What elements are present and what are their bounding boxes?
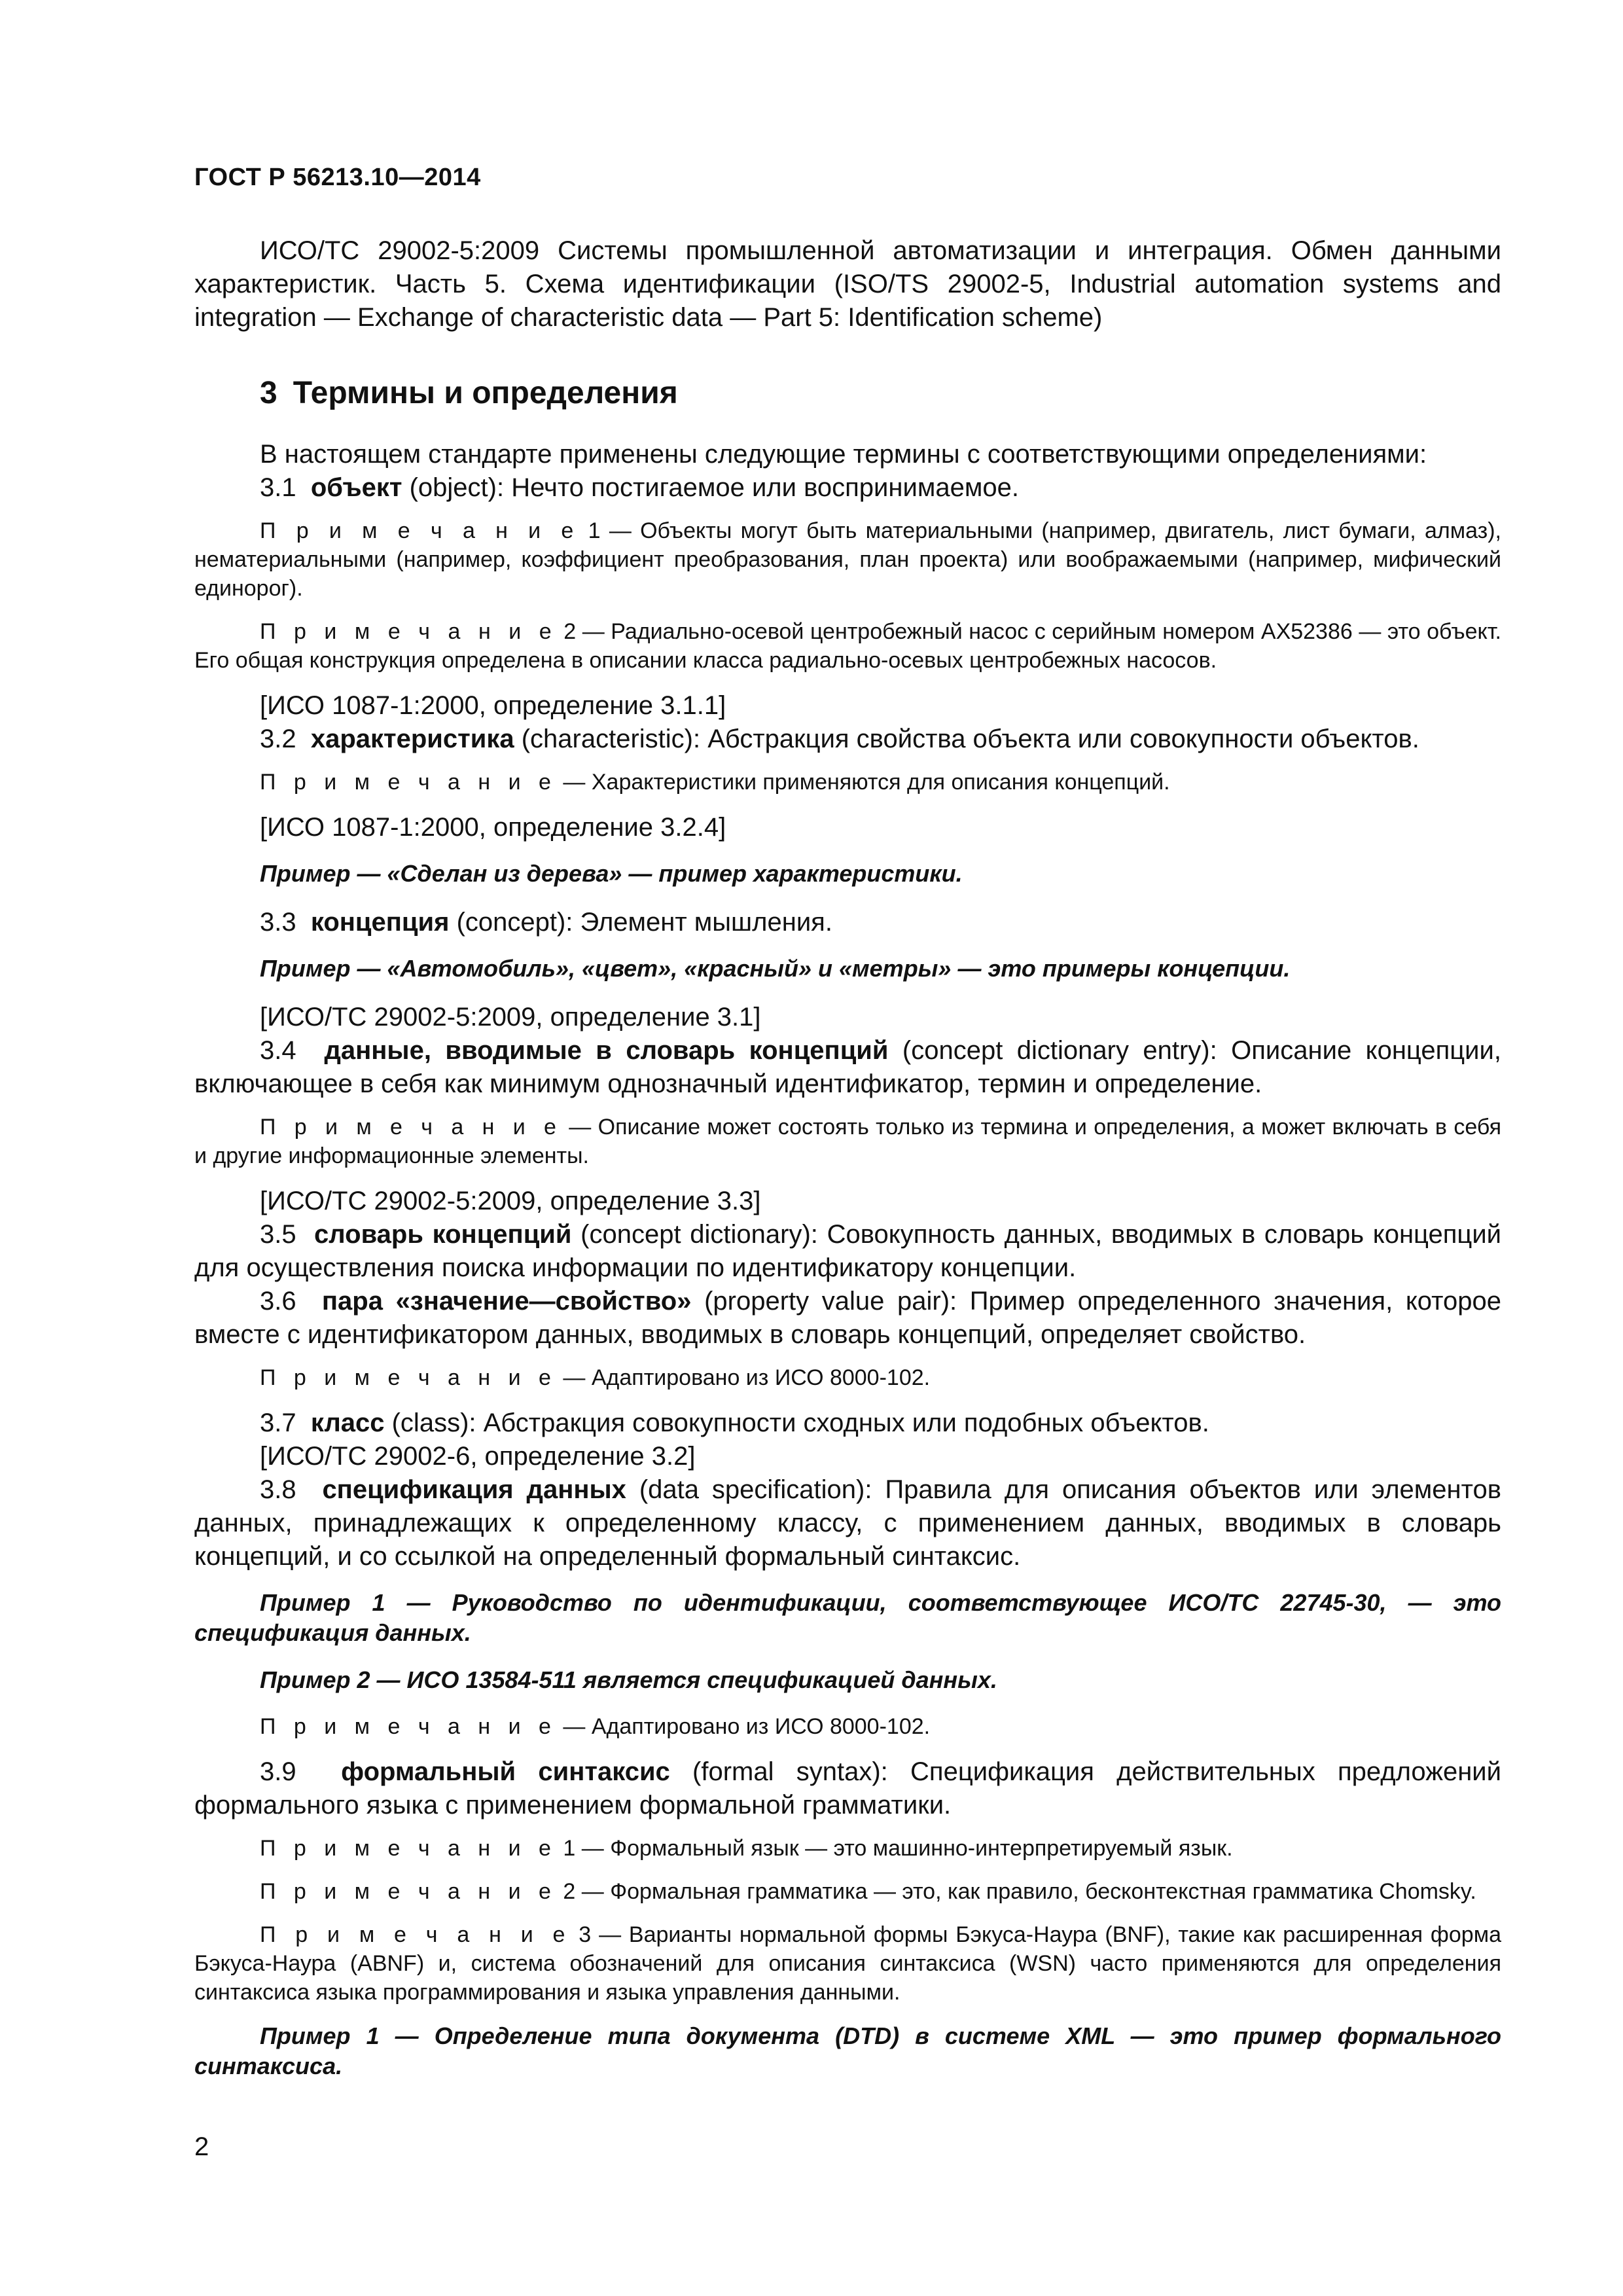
note-text: — Объекты могут быть материальными (например, двигатель, лист бумаги, алмаз), нематериальными (например, коэффициент преобразования, план проекта) или воображаемыми (например, мифический единорог). [194, 518, 1502, 601]
term-number: 3.3 [260, 908, 296, 937]
page-number: 2 [194, 2132, 209, 2161]
note-text: — Характеристики применяются для описания концепций. [563, 770, 1170, 795]
section-number: 3 [260, 376, 277, 410]
term-name: формальный синтаксис [341, 1757, 670, 1786]
source-ref-3-2: [ИСО 1087-1:2000, определение 3.2.4] [260, 813, 726, 842]
term-number: 3.4 [260, 1036, 296, 1065]
term-definition: (characteristic): Абстракция свойства объекта или совокупности объектов. [514, 725, 1419, 753]
term-name: словарь концепций [314, 1220, 572, 1249]
term-number: 3.5 [260, 1220, 296, 1249]
term-3-9 [194, 1755, 1501, 1822]
term-number: 3.6 [260, 1287, 296, 1316]
normative-reference-entry: ИСО/ТС 29002-5:2009 Системы промышленной автоматизации и интеграция. Обмен данными характеристик. Часть 5. Схема идентификации (ISO/TS 29002-5, Industrial automation systems and integration — Exchange of characteristic data — Part 5: Identification scheme) [194, 236, 1501, 332]
term-3-8 [194, 1473, 1501, 1573]
source-ref-3-1: [ИСО 1087-1:2000, определение 3.1.1] [260, 691, 726, 720]
note-3-1-2 [194, 617, 1501, 675]
note-3-8 [194, 1712, 1501, 1741]
term-definition: (class): Абстракция совокупности сходных или подобных объектов. [384, 1408, 1209, 1437]
note-text: — Адаптировано из ИСО 8000-102. [563, 1714, 931, 1739]
term-definition: (object): Нечто постигаемое или воспринимаемое. [402, 473, 1019, 502]
section-heading [194, 374, 1501, 413]
note-label: П р и м е ч а н и е [260, 1836, 557, 1861]
term-definition: (property value pair): Пример определенного значения, которое вместе с идентификатором данных, вводимых в словарь концепций, определяет свойство. [194, 1287, 1501, 1349]
note-number: 2 [563, 1879, 576, 1904]
note-text: — Варианты нормальной формы Бэкуса-Наура (BNF), такие как расширенная форма Бэкуса-Наура (ABNF) и, система обозначений для описания синтаксиса (WSN) часто применяются для определения синтаксиса языка программирования и языка управления данными. [194, 1922, 1501, 2005]
example-3-8-2: Пример 2 — ИСО 13584-511 является спецификацией данных. [260, 1666, 997, 1693]
source-ref-3-3: [ИСО/ТС 29002-5:2009, определение 3.1] [260, 1003, 761, 1031]
note-label: П р и м е ч а н и е [260, 1879, 557, 1904]
note-text: — Формальный язык — это машинно-интерпретируемый язык. [581, 1836, 1233, 1861]
note-label: П р и м е ч а н и е [260, 518, 580, 543]
note-number: 1 [588, 518, 601, 543]
term-3-2 [194, 723, 1501, 756]
note-number: 2 [563, 619, 577, 644]
note-3-6 [194, 1363, 1501, 1392]
term-name: концепция [310, 908, 450, 937]
term-3-7 [194, 1407, 1501, 1440]
source-ref-3-4: [ИСО/ТС 29002-5:2009, определение 3.3] [260, 1187, 761, 1215]
example-3-8-1: Пример 1 — Руководство по идентификации, соответствующее ИСО/ТС 22745-30, — это спецификация данных. [194, 1589, 1501, 1646]
section-intro: В настоящем стандарте применены следующие термины с соответствующими определениями: [260, 440, 1427, 469]
note-3-1-1 [194, 516, 1501, 603]
note-number: 1 [563, 1836, 576, 1861]
note-label: П р и м е ч а н и е [260, 619, 558, 644]
note-3-4 [194, 1113, 1501, 1170]
example-3-9-1: Пример 1 — Определение типа документа (DTD) в системе XML — это пример формального синтаксиса. [194, 2022, 1501, 2079]
term-definition: (data specification): Правила для описания объектов или элементов данных, принадлежащих к определенному классу, с применением данных, вводимых в словарь концепций, и со ссылкой на определенный формальный синтаксис. [194, 1475, 1502, 1571]
note-3-9-1 [194, 1834, 1501, 1863]
note-text: — Формальная грамматика — это, как правило, бесконтекстная грамматика Chomsky. [581, 1879, 1476, 1904]
note-label: П р и м е ч а н и е [260, 1365, 557, 1390]
term-3-3 [194, 906, 1501, 939]
term-definition: (concept): Элемент мышления. [449, 908, 832, 937]
term-number: 3.9 [260, 1757, 296, 1786]
note-number: 3 [579, 1922, 592, 1947]
term-definition: (formal syntax): Спецификация действительных предложений формального языка с применением формальной грамматики. [194, 1757, 1501, 1820]
document-id-header: ГОСТ Р 56213.10—2014 [194, 164, 481, 191]
note-3-9-2 [194, 1877, 1501, 1906]
term-number: 3.7 [260, 1408, 296, 1437]
example-3-3: Пример — «Автомобиль», «цвет», «красный» и «метры» — это примеры концепции. [260, 955, 1291, 982]
term-number: 3.2 [260, 725, 296, 753]
term-name: характеристика [310, 725, 514, 753]
term-number: 3.8 [260, 1475, 296, 1504]
term-name: данные, вводимые в словарь концепций [324, 1036, 889, 1065]
term-3-1 [194, 471, 1501, 505]
term-definition: (concept dictionary): Совокупность данных, вводимых в словарь концепций для осуществления поиска информации по идентификатору концепции. [194, 1220, 1502, 1282]
term-name: пара «значение—свойство» [321, 1287, 692, 1316]
note-label: П р и м е ч а н и е [260, 770, 557, 795]
term-definition: (concept dictionary entry): Описание концепции, включающее в себя как минимум однозначный идентификатор, термин и определение. [194, 1036, 1501, 1098]
note-3-9-3 [194, 1920, 1501, 2007]
term-name: спецификация данных [322, 1475, 626, 1504]
note-label: П р и м е ч а н и е [260, 1115, 562, 1139]
term-number: 3.1 [260, 473, 296, 502]
note-text: — Радиально-осевой центробежный насос с серийным номером AX52386 — это объект. Его общая конструкция определена в описании класса радиально-осевых центробежных насосов. [194, 619, 1502, 673]
page-content [194, 234, 1501, 2098]
example-3-2: Пример — «Сделан из дерева» — пример характеристики. [260, 860, 963, 887]
note-text: — Описание может состоять только из термина и определения, а может включать в себя и другие информационные элементы. [194, 1115, 1501, 1168]
note-3-2 [194, 768, 1501, 797]
section-title: Термины и определения [293, 376, 678, 410]
note-text: — Адаптировано из ИСО 8000-102. [563, 1365, 931, 1390]
term-name: класс [310, 1408, 385, 1437]
term-name: объект [310, 473, 402, 502]
source-ref-3-7: [ИСО/ТС 29002-6, определение 3.2] [260, 1442, 696, 1471]
term-3-6 [194, 1285, 1501, 1352]
term-3-5 [194, 1218, 1501, 1285]
note-label: П р и м е ч а н и е [260, 1922, 571, 1947]
note-label: П р и м е ч а н и е [260, 1714, 557, 1739]
term-3-4 [194, 1034, 1501, 1101]
